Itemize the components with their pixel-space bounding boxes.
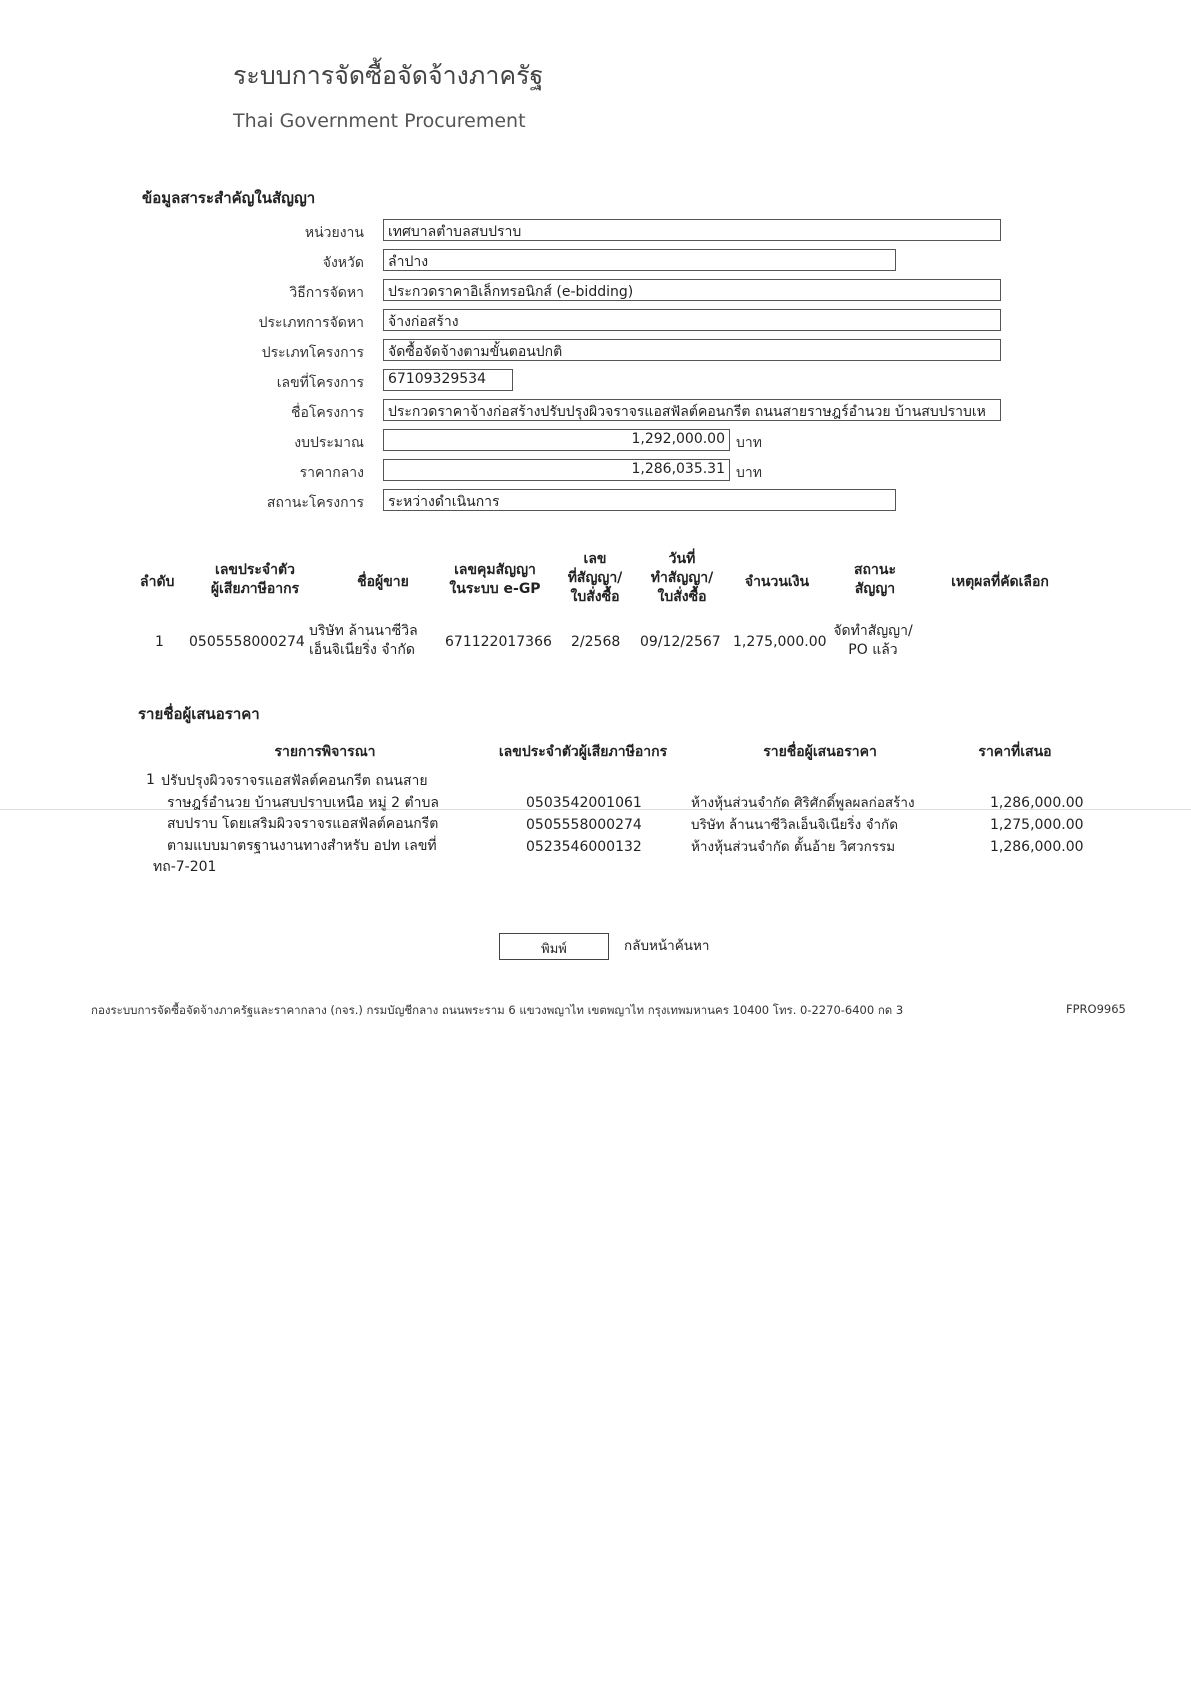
winner-seller-line1: บริษัท ล้านนาซีวิล: [309, 623, 418, 639]
project-status-label: สถานะโครงการ: [266, 495, 364, 511]
bidders-header-tax-id: เลขประจำตัวผู้เสียภาษีอากร: [498, 744, 668, 760]
system-title-english: Thai Government Procurement: [233, 110, 526, 132]
reference-price-unit: บาท: [736, 465, 762, 481]
system-title-thai: ระบบการจัดซื้อจัดจ้างภาครัฐ: [233, 61, 544, 90]
header-no: ลำดับ: [140, 574, 175, 590]
procurement-type-field[interactable]: จ้างก่อสร้าง: [383, 309, 1001, 331]
winner-status: [828, 622, 918, 660]
header-tax-id-line1: เลขประจำตัว: [215, 562, 295, 578]
bidder-3-name: ห้างหุ้นส่วนจำกัด ตั้นอ้าย วิศวกรรม: [691, 839, 896, 855]
winner-amount: 1,275,000.00: [733, 634, 827, 650]
project-name-label: ชื่อโครงการ: [290, 405, 364, 421]
bidder-1-price: 1,286,000.00: [990, 795, 1084, 811]
agency-field[interactable]: เทศบาลตำบลสบปราบ: [383, 219, 1001, 241]
province-label: จังหวัด: [322, 255, 364, 271]
bidders-section-heading: รายชื่อผู้เสนอราคา: [138, 705, 260, 723]
bidder-2-name: บริษัท ล้านนาซีวิลเอ็นจิเนียริ่ง จำกัด: [691, 817, 898, 833]
print-button[interactable]: พิมพ์: [499, 933, 609, 960]
method-field[interactable]: ประกวดราคาอิเล็กทรอนิกส์ (e-bidding): [383, 279, 1001, 301]
footer-form-code: FPRO9965: [1066, 1002, 1126, 1016]
header-egp-line1: เลขคุมสัญญา: [454, 562, 536, 578]
item-line-1: ปรับปรุงผิวจราจรแอสฟัลต์คอนกรีต ถนนสาย: [161, 773, 428, 789]
bidder-3-price: 1,286,000.00: [990, 839, 1084, 855]
procurement-type-label: ประเภทการจัดหา: [258, 315, 364, 331]
winner-contract-no: 2/2568: [571, 634, 621, 650]
bidder-1-tax-id: 0503542001061: [526, 795, 642, 811]
contract-section-heading: ข้อมูลสาระสำคัญในสัญญา: [142, 189, 316, 207]
footer-address: กองระบบการจัดซื้อจัดจ้างภาครัฐและราคากลาง (กจร.) กรมบัญชีกลาง ถนนพระราม 6 แขวงพญาไท เขตพญาไท กรุงเทพมหานคร 10400 โทร. 0-2270-6400 กด 3: [91, 1003, 904, 1017]
winner-no: 1: [155, 634, 164, 650]
header-contract-no-line1: เลข: [583, 551, 607, 567]
budget-field[interactable]: 1,292,000.00: [383, 429, 730, 451]
header-seller: ชื่อผู้ขาย: [357, 574, 409, 590]
item-line-3: สบปราบ โดยเสริมผิวจราจรแอสฟัลต์คอนกรีต: [167, 816, 439, 832]
bidders-header-name: รายชื่อผู้เสนอราคา: [763, 744, 877, 760]
budget-label: งบประมาณ: [294, 435, 364, 451]
winner-contract-date: 09/12/2567: [640, 634, 721, 650]
header-tax-id-line2: ผู้เสียภาษีอากร: [210, 581, 300, 597]
bidder-item-no: 1: [146, 772, 155, 788]
reference-price-field[interactable]: 1,286,035.31: [383, 459, 730, 481]
project-name-field[interactable]: ประกวดราคาจ้างก่อสร้างปรับปรุงผิวจราจรแอสฟัลต์คอนกรีต ถนนสายราษฎร์อำนวย บ้านสบปราบเห: [383, 399, 1001, 421]
bidder-1-name: ห้างหุ้นส่วนจำกัด ศิริศักดิ์พูลผลก่อสร้าง: [691, 795, 915, 811]
header-contract-no-line2: ที่สัญญา/: [567, 570, 623, 586]
project-status-field[interactable]: ระหว่างดำเนินการ: [383, 489, 896, 511]
agency-label: หน่วยงาน: [304, 225, 364, 241]
method-label: วิธีการจัดหา: [289, 285, 364, 301]
header-status: [830, 561, 920, 599]
bidder-item-description: [153, 771, 439, 879]
reference-price-label: ราคากลาง: [299, 465, 364, 481]
project-number-field[interactable]: 67109329534: [383, 369, 513, 391]
winner-egp-number: 671122017366: [445, 634, 552, 650]
bidder-2-price: 1,275,000.00: [990, 817, 1084, 833]
header-status-line2: สัญญา: [854, 581, 896, 597]
winner-seller-line2: เอ็นจิเนียริ่ง จำกัด: [309, 642, 415, 658]
header-date: [636, 550, 728, 607]
project-type-field[interactable]: จัดซื้อจัดจ้างตามขั้นตอนปกติ: [383, 339, 1001, 361]
header-egp: [440, 561, 550, 599]
header-date-line3: ใบสั่งซื้อ: [657, 589, 707, 605]
back-to-search-link[interactable]: กลับหน้าค้นหา: [624, 938, 710, 954]
budget-unit: บาท: [736, 435, 762, 451]
header-status-line1: สถานะ: [854, 562, 896, 578]
winner-seller: [309, 622, 418, 660]
header-reason: เหตุผลที่คัดเลือก: [951, 574, 1049, 590]
bidder-2-tax-id: 0505558000274: [526, 817, 642, 833]
bidders-header-price: ราคาที่เสนอ: [978, 744, 1052, 760]
project-type-label: ประเภทโครงการ: [261, 345, 364, 361]
item-line-2: ราษฎร์อำนวย บ้านสบปราบเหนือ หมู่ 2 ตำบล: [167, 794, 439, 811]
winner-status-line2: PO แล้ว: [848, 642, 898, 658]
header-date-line1: วันที่: [668, 551, 696, 567]
winner-tax-id: 0505558000274: [189, 634, 305, 650]
bidders-header-item: รายการพิจารณา: [274, 744, 376, 760]
item-line-4: ตามแบบมาตรฐานงานทางสำหรับ อปท เลขที่: [167, 837, 437, 854]
province-field[interactable]: ลำปาง: [383, 249, 896, 271]
header-tax-id: [180, 561, 330, 599]
header-egp-line2: ในระบบ e-GP: [449, 581, 541, 597]
header-contract-no: [557, 550, 633, 607]
bidder-3-tax-id: 0523546000132: [526, 839, 642, 855]
header-date-line2: ทำสัญญา/: [650, 570, 714, 586]
project-number-label: เลขที่โครงการ: [276, 375, 364, 391]
header-contract-no-line3: ใบสั่งซื้อ: [570, 589, 620, 605]
winner-status-line1: จัดทำสัญญา/: [833, 623, 913, 639]
header-amount: จำนวนเงิน: [744, 574, 810, 590]
item-line-5: ทถ-7-201: [153, 859, 217, 875]
